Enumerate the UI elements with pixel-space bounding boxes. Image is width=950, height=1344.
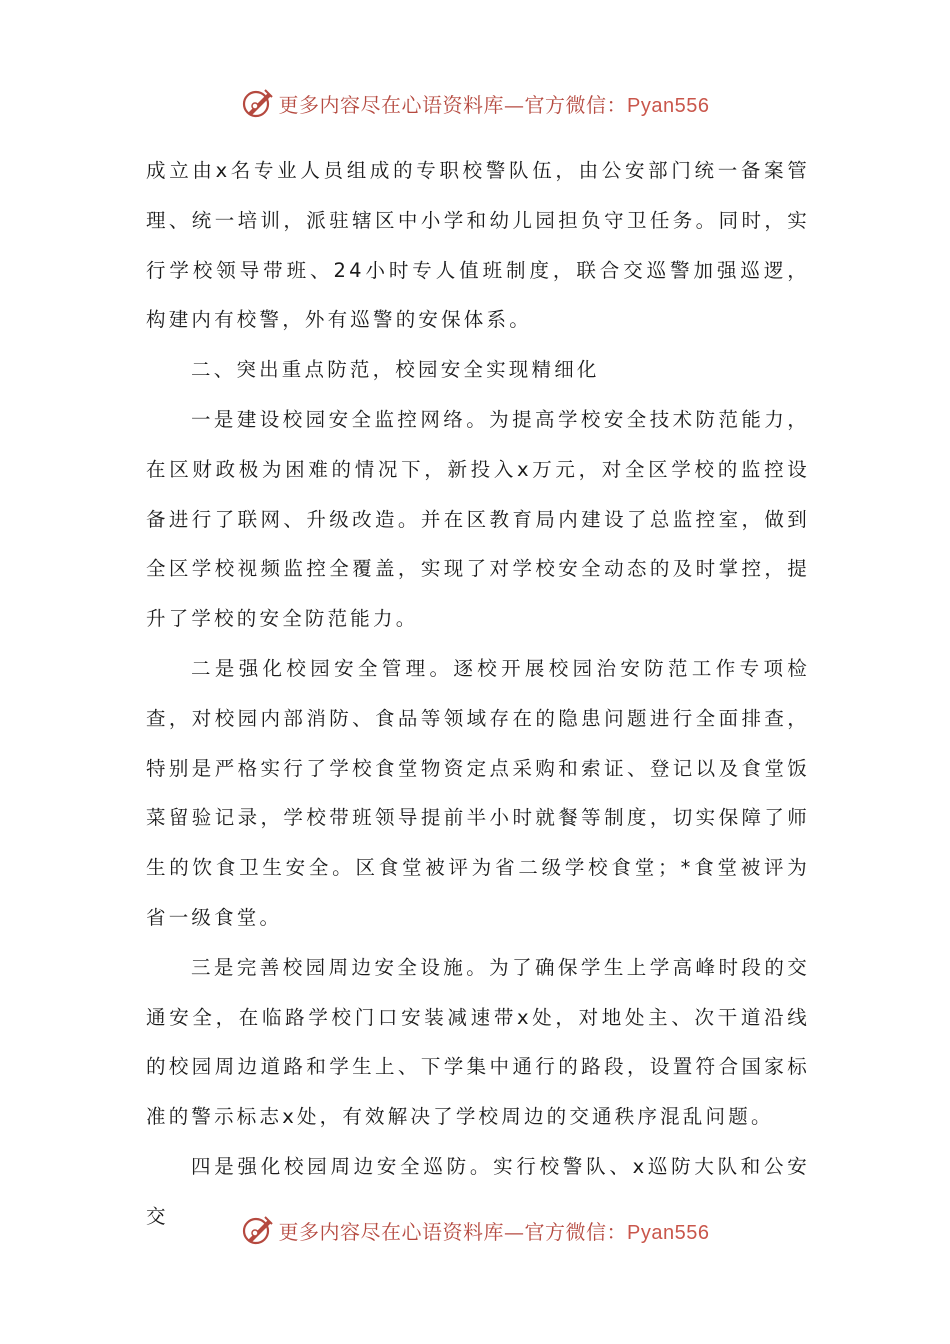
document-body	[146, 146, 810, 1242]
paragraph-continuation: 成立由x名专业人员组成的专职校警队伍，由公安部门统一备案管理、统一培训，派驻辖区中小学和幼儿园担负守卫任务。同时，实行学校领导带班、24小时专人值班制度，联合交巡警加强巡逻，构建内有校警，外有巡警的安保体系。	[146, 159, 810, 332]
banner-slogan: 更多内容尽在心语资料库—官方微信：	[278, 1219, 628, 1244]
banner-text	[279, 89, 710, 118]
paragraph: 二是强化校园安全管理。逐校开展校园治安防范工作专项检查，对校园内部消防、食品等领域存在的隐患问题进行全面排查，特别是严格实行了学校食堂物资定点采购和索证、登记以及食堂饭菜留验记录，学校带班领导提前半小时就餐等制度，切实保障了师生的饮食卫生安全。区食堂被评为省二级学校食堂；*食堂被评为省一级食堂。	[146, 656, 810, 929]
footer-banner	[0, 1210, 950, 1250]
banner-slogan: 更多内容尽在心语资料库—官方微信：	[278, 92, 628, 117]
paragraph: 三是完善校园周边安全设施。为了确保学生上学高峰时段的交通安全，在临路学校门口安装减速带x处，对地处主、次干道沿线的校园周边道路和学生上、下学集中通行的路段，设置符合国家标准的警示标志x处，有效解决了学校周边的交通秩序混乱问题。	[146, 955, 810, 1129]
header-banner	[0, 83, 950, 123]
pen-logo-icon	[241, 86, 275, 120]
paragraph: 四是强化校园周边安全巡防。实行校警队、x巡防大队和公安交	[146, 1154, 810, 1228]
pen-logo-icon	[241, 1213, 275, 1247]
banner-wechat-id: Pyan556	[627, 94, 710, 117]
paragraph: 一是建设校园安全监控网络。为提高学校安全技术防范能力，在区财政极为困难的情况下，新投入x万元，对全区学校的监控设备进行了联网、升级改造。并在区教育局内建设了总监控室，做到全区学校视频监控全覆盖，实现了对学校安全动态的及时掌控，提升了学校的安全防范能力。	[146, 407, 810, 631]
banner-text	[279, 1216, 710, 1245]
section-heading: 二、突出重点防范，校园安全实现精细化	[191, 358, 600, 382]
banner-wechat-id: Pyan556	[627, 1221, 710, 1244]
